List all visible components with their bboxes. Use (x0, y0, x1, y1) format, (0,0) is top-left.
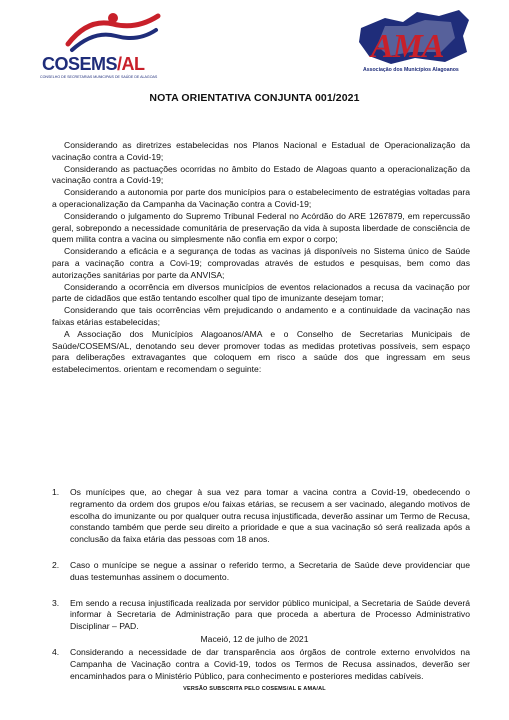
item-number: 3. (52, 597, 60, 608)
cosems-wordmark: COSEMS/AL (42, 54, 145, 74)
cosems-emblem-icon (58, 10, 168, 54)
list-item (52, 487, 470, 546)
document-title: NOTA ORIENTATIVA CONJUNTA 001/2021 (149, 92, 360, 104)
paragraph: Considerando as pactuações ocorridas no âmbito do Estado de Alagoas quanto a operacionalização da vacinação contra a Covid-19; (52, 163, 470, 186)
list-item (52, 647, 470, 682)
item-number: 1. (52, 487, 60, 497)
paragraph: Considerando a eficácia e a segurança de todas as vacinas já disponíveis no Sistema único de Saúde para a vacinação contra a Covi-19; comprovadas através de estudos e pesquisas, bem como das autorizações sanitárias por parte da ANVISA; (52, 246, 470, 280)
item-text: Em sendo a recusa injustificada realizada por servidor público municipal, a Secretaria de Saúde deverá informar à Secretaria de Administração para que proceda a abertura de Processo Administrativo Disciplinar – PAD. (70, 597, 470, 632)
item-text: Considerando a necessidade de dar transparência aos órgãos de controle externo envolvidos na Campanha de Vacinação contra a Covid-19, todos os Termos de Recusa assinados, deverão ser encaminhados para o Ministério Público, para conhecimento e posteriores medidas cabíveis. (70, 646, 470, 681)
list-item (52, 598, 470, 633)
cosems-logo (36, 10, 196, 78)
document-footer: VERSÃO SUBSCRITA PELO COSEMS/AL E AMA/AL (183, 686, 326, 692)
paragraph: A Associação dos Municípios Alagoanos/AMA e o Conselho de Secretarias Municipais de Saúde/COSEMS/AL, denotando seu dever promover todas as medidas protetivas possíveis, sem espaço para deliberações extravagantes que coloquem em risco a saúde dos que ingressam em seus estabelecimentos. orientam e recomendam o seguinte: (52, 328, 470, 375)
item-number: 4. (52, 646, 60, 657)
cosems-subtitle: CONSELHO DE SECRETARIAS MUNICIPAIS DE SAÚDE DE ALAGOAS (40, 75, 158, 79)
paragraph: Considerando a autonomia por parte dos municípios para o estabelecimento de estratégias voltadas para a operacionalização da Campanha da Vacinação contra a Covid-19; (52, 187, 470, 209)
document-body (52, 140, 470, 376)
item-text: Caso o munícipe se negue a assinar o referido termo, a Secretaria de Saúde deve providenciar que duas testemunhas assinem o documento. (70, 559, 470, 582)
paragraph: Considerando as diretrizes estabelecidas nos Planos Nacional e Estadual de Operacionalização da vacinação contra a Covid-19; (52, 140, 470, 162)
document-date: Maceió, 12 de julho de 2021 (200, 634, 309, 644)
ama-subtitle: Associação dos Municípios Alagoanos (363, 67, 459, 73)
recommendations-list (52, 487, 470, 696)
paragraph: Considerando que tais ocorrências vêm prejudicando o andamento e a continuidade da vacinação nas faixas etárias estabelecidas; (52, 305, 470, 327)
paragraph: Considerando a ocorrência em diversos municípios de eventos relacionados a recusa da vacinação por parte de cidadãos que estão tentando escolher qual tipo de imunizante desejam tomar; (52, 281, 470, 304)
item-number: 2. (52, 559, 60, 570)
ama-wordmark: AMA (371, 28, 444, 65)
list-item (52, 560, 470, 584)
item-text: Os munícipes que, ao chegar à sua vez para tomar a vacina contra a Covid-19, obedecendo o regramento da ordem dos grupos e/ou faixas etárias, se recusem a ser vacinado, alegando motivos de escolha do imunizante ou por qualquer outra recusa injustificada, deverão assinar um Termo de Recusa, constando também que perde seu direito a prioridade e que a sua vacinação só será realizada após a conclusão da faixa etária das pessoas com 18 anos. (70, 487, 470, 545)
ama-logo (355, 8, 473, 78)
paragraph: Considerando o julgamento do Supremo Tribunal Federal no Acórdão do ARE 1267879, em repercussão geral, sobrepondo a necessidade comunitária de preservação da vida à suposta liberdade de consciência de quem milita contra a vacina ou simplesmente não confia em expor o corpo; (52, 210, 470, 245)
